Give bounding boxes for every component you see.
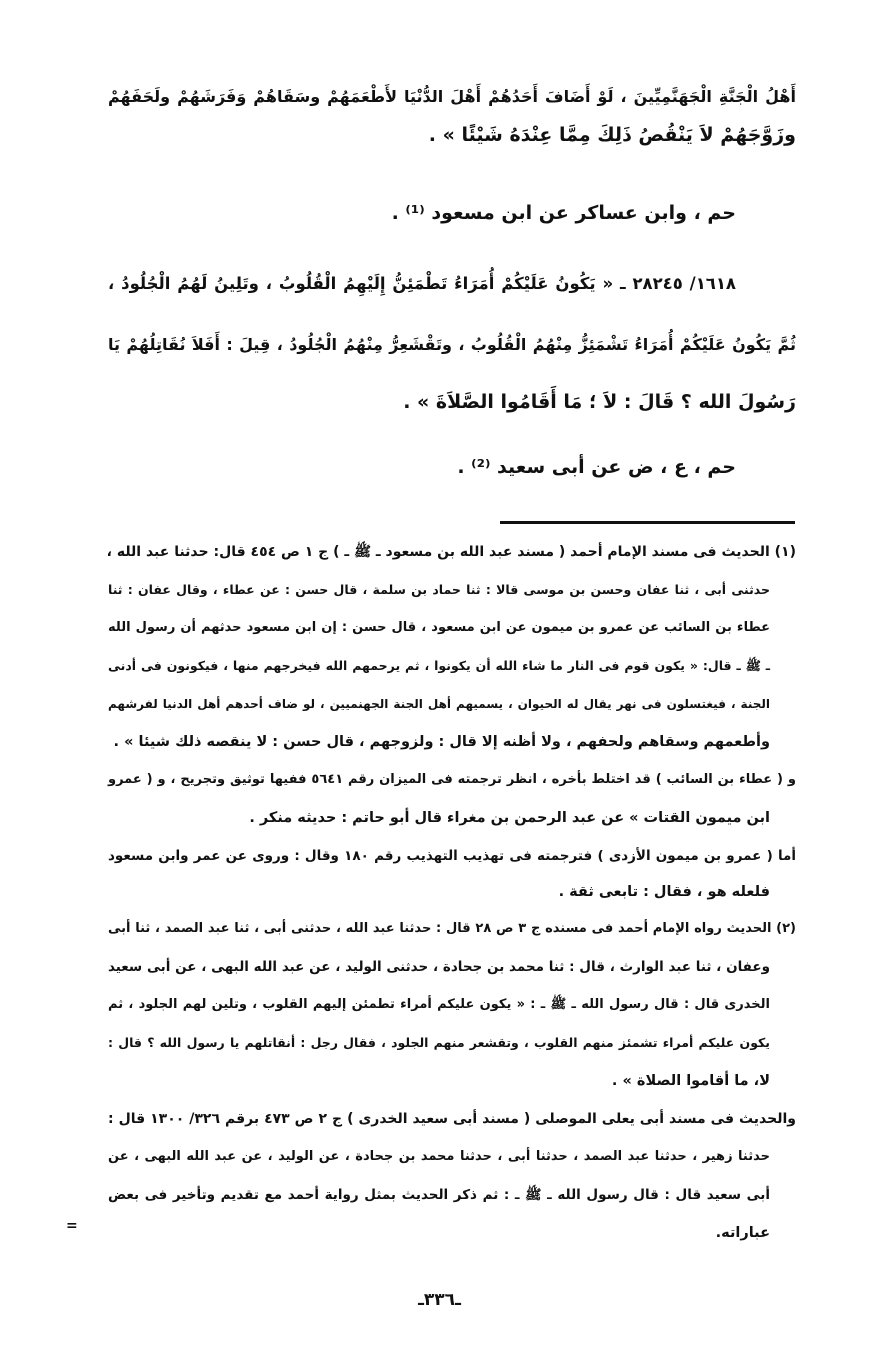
footnote-line: و ( عطاء بن السائب ) قد اختلط بأخره ، انظر ترجمته فى الميزان رقم ٥٦٤١ ففيها توثيق وتجريح ، و ( عمرو [108,772,796,787]
hadith-text-line: ثُمَّ يَكُونُ عَلَيْكُمْ أُمَرَاءُ تَشْمَئِزُّ مِنْهُمُ الْقُلُوبُ ، وتَقْشَعِرُّ مِنْهُمُ الْجُلُودُ ، قِيلَ : أَفَلاَ نُقَاتِلُهُمْ يَا [108,335,796,354]
footnote-line: ابن ميمون القتات » عن عبد الرحمن بن مغراء قال أبو حاتم : حديثه منكر . [249,810,770,826]
source-attribution: حم ، وابن عساكر عن ابن مسعود ⁽¹⁾ . [391,202,736,224]
continuation-mark: = [66,1218,78,1234]
footnote-line: وأطعمهم وسقاهم ولحفهم ، ولا أظنه إلا قال : ولزوجهم ، قال حسن : لا ينقصه ذلك شيئا » . [113,734,770,750]
source-attribution: حم ، ع ، ض عن أبى سعيد ⁽²⁾ . [457,456,736,478]
footnote-line: أبى سعيد قال : قال رسول الله ـ ﷺ ـ : ثم ذكر الحديث بمثل رواية أحمد مع تقديم وتأخير فى بعض [108,1187,770,1203]
hadith-text-line: ١٦١٨/ ٢٨٢٤٥ ـ « يَكُونُ عَلَيْكُمْ أُمَرَاءُ تَطْمَئِنُّ إِلَيْهِمُ الْقُلُوبُ ، وتَلِينُ لَهُمُ الْجُلُودُ ، [108,274,736,293]
footnote-line: حدثنى أبى ، ثنا عفان وحسن بن موسى قالا : ثنا حماد بن سلمة ، قال حسن : عن عطاء ، وقال عفان : ثنا [108,582,770,597]
page-number: ـ٣٣٦ـ [418,1290,461,1310]
footnote-line: لا، ما أقاموا الصلاة » . [611,1073,770,1089]
footnote-line: فلعله هو ، فقال : تابعى ثقة . [558,884,770,900]
footnote-line: عباراته. [715,1225,770,1241]
footnote-line: الخدرى قال : قال رسول الله ـ ﷺ ـ : « يكون عليكم أمراء تطمئن إليهم القلوب ، وتلين لهم الجلود ، ثم [108,997,770,1012]
footnote-line: عطاء بن السائب عن عمرو بن ميمون عن ابن مسعود ، قال حسن : إن ابن مسعود حدثهم أن رسول الله [108,620,770,635]
footnote-line: والحديث فى مسند أبى يعلى الموصلى ( مسند أبى سعيد الخدرى ) ج ٢ ص ٤٧٣ برقم ٣٢٦/ ١٣٠٠ قال : [108,1111,796,1127]
footnote-line: وعفان ، ثنا عبد الوارث ، قال : ثنا محمد بن جحادة ، حدثنى الوليد ، عن عبد الله البهى ، عن أبى سعيد [108,959,770,975]
footnote-line: ـ ﷺ ـ قال: « يكون قوم فى النار ما شاء الله أن يكونوا ، ثم يرحمهم الله فيخرجهم منها ، فيكونون فى أدنى [108,658,770,673]
footnote-line: أما ( عمرو بن ميمون الأزدى ) فترجمته فى تهذيب التهذيب رقم ١٨٠ وقال : وروى عن عمر وابن مسعود [108,848,797,864]
footnote-separator [500,521,795,524]
footnote-line: (١) الحديث فى مسند الإمام أحمد ( مسند عبد الله بن مسعود ـ ﷺ ـ ) ج ١ ص ٤٥٤ قال: حدثنا عبد الله ، [106,544,796,560]
hadith-text-line: وزَوَّجَهُمْ لاَ يَنْقُصُ ذَلِكَ مِمَّا عِنْدَهُ شَيْئًا » . [428,124,796,146]
footnote-line: الجنة ، فيغتسلون فى نهر يقال له الحيوان ، يسميهم أهل الجنة الجهنميين ، لو ضاف أحدهم أهل الدنيا لفرشهم [108,697,770,711]
footnote-line: حدثنا زهير ، حدثنا عبد الصمد ، حدثنا أبى ، حدثنا محمد بن جحادة ، عن الوليد ، عن عبد الله البهى ، عن [108,1149,770,1164]
footnote-line: يكون عليكم أمراء تشمئز منهم القلوب ، وتقشعر منهم الجلود ، فقال رجل : أنقاتلهم يا رسول الله ؟ قال : [108,1035,770,1050]
hadith-text-line: أَهْلُ الْجَنَّةِ الْجَهَنَّمِيِّينَ ، لَوْ أَضَافَ أَحَدُهُمْ أَهْلَ الدُّنْيَا لأَطْعَمَهُمْ وسَقَاهُمْ وَفَرَشَهُمْ ولَحَفَهُمْ [108,87,796,106]
hadith-text-line: رَسُولَ الله ؟ قَالَ : لاَ ؛ مَا أَقَامُوا الصَّلاَةَ » . [403,391,796,413]
footnote-line: (٢) الحديث رواه الإمام أحمد فى مسنده ج ٣ ص ٢٨ قال : حدثنا عبد الله ، حدثنى أبى ، ثنا عبد الصمد ، ثنا أبى [108,921,796,936]
